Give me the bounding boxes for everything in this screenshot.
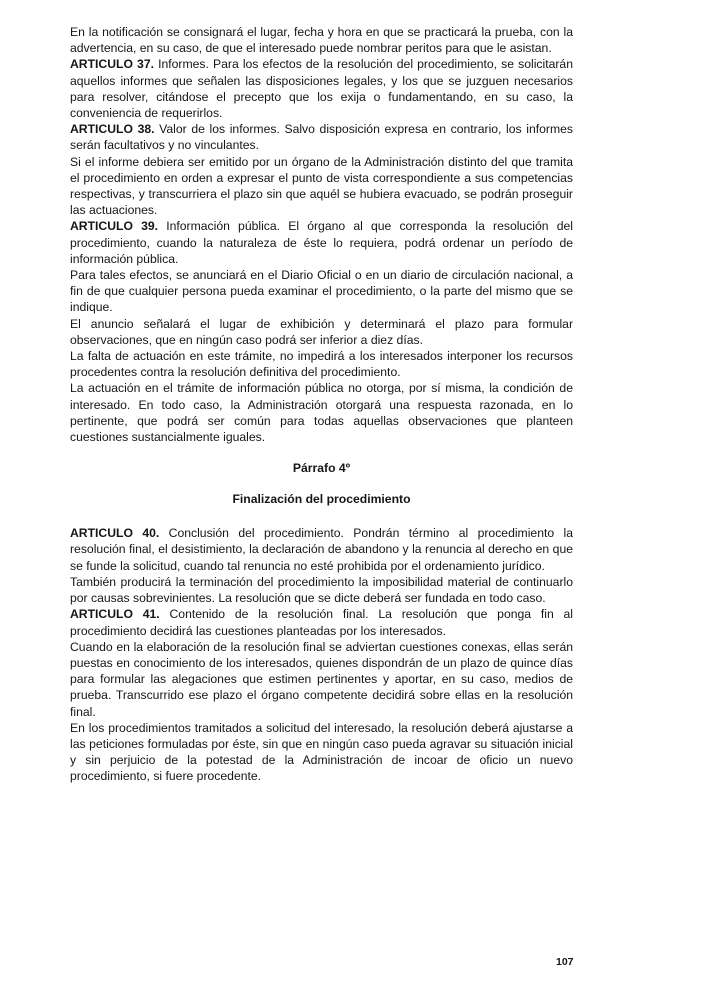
page-number: 107 [556,956,574,968]
paragraph [70,574,573,606]
paragraph-text: Información pública. El órgano al que corresponda la resolución del procedimiento, cuando la naturaleza de éste lo requiera, podrá ordenar un período de información pública. [70,219,573,266]
paragraph-text: La actuación en el trámite de información pública no otorga, por sí misma, la condición de interesado. En todo caso, la Administración otorgará una respuesta razonada, en lo pertinente, que podrá ser común para todas aquellas observaciones que planteen cuestiones sustancialmente iguales. [70,381,573,445]
paragraph-text: También producirá la terminación del procedimiento la imposibilidad material de continuarlo por causas sobrevinientes. La resolución que se dicte deberá ser fundada en todo caso. [70,574,573,606]
article-number: ARTICULO 39. [70,219,159,234]
paragraph [70,639,573,720]
paragraph [70,380,573,445]
paragraph [70,720,573,785]
paragraph-text: En la notificación se consignará el lugar, fecha y hora en que se practicará la prueba, con la advertencia, en su caso, de que el interesado puede nombrar peritos para que le asistan. [70,25,573,56]
paragraph-text: El anuncio señalará el lugar de exhibición y determinará el plazo para formular observaciones, que en ningún caso podrá ser inferior a diez días. [70,316,573,347]
paragraph [70,24,573,56]
paragraph-text: Cuando en la elaboración de la resolución final se adviertan cuestiones conexas, ellas serán puestas en conocimiento de los interesados, quienes dispondrán de un plazo de quince días para formular las alegaciones que estimen pertinentes y aportar, en su caso, medios de prueba. Transcurrido ese plazo el órgano competente decidirá sobre ellas en la resolución final. [70,639,573,719]
article-number: ARTICULO 41. [70,607,160,622]
paragraph [70,316,573,348]
paragraph-text: La falta de actuación en este trámite, no impedirá a los interesados interponer los recursos procedentes contra la resolución definitiva del procedimiento. [70,349,573,380]
paragraph-text: Conclusión del procedimiento. Pondrán término al procedimiento la resolución final, el desistimiento, la declaración de abandono y la renuncia al derecho en que se funde la solicitud, cuando tal renuncia no esté prohibida por el ordenamiento jurídico. [70,526,573,573]
section-heading: Párrafo 4º [292,461,351,476]
paragraph-text: Contenido de la resolución final. La resolución que ponga fin al procedimiento decidirá las cuestiones planteadas por los interesados. [70,607,573,638]
article-paragraph [70,121,573,153]
paragraph [70,267,573,316]
paragraph [70,348,573,380]
paragraph-text: Valor de los informes. Salvo disposición expresa en contrario, los informes serán facultativos y no vinculantes. [70,122,573,153]
section-title: Finalización del procedimiento [232,492,411,507]
paragraph [70,154,573,219]
paragraph-text: Si el informe debiera ser emitido por un órgano de la Administración distinto del que tramita el procedimiento en orden a expresar el punto de vista correspondiente a sus competencias respectivas, y transcurriera el plazo sin que aquél se hubiera evacuado, se podrán proseguir las actuaciones. [70,154,573,218]
paragraph-text: En los procedimientos tramitados a solicitud del interesado, la resolución deberá ajustarse a las peticiones formuladas por éste, sin que en ningún caso pueda agravar su situación inicial y sin perjuicio de la potestad de la Administración de incoar de oficio un nuevo procedimiento, si fuere procedente. [70,720,573,784]
article-paragraph [70,525,573,574]
article-paragraph [70,606,573,638]
article-number: ARTICULO 38. [70,122,155,137]
article-paragraph [70,218,573,267]
paragraph-text: Informes. Para los efectos de la resolución del procedimiento, se solicitarán aquellos informes que señalen las disposiciones legales, y los que se juzguen necesarios para resolver, citándose el precepto que los exija o fundamentando, en su caso, la conveniencia de requerirlos. [70,57,573,121]
document-page [70,24,573,785]
article-number: ARTICULO 40. [70,526,160,541]
paragraph-text: Para tales efectos, se anunciará en el Diario Oficial o en un diario de circulación nacional, a fin de que cualquier persona pueda examinar el procedimiento, o la parte del mismo que se indique. [70,268,573,315]
article-number: ARTICULO 37. [70,57,154,72]
article-paragraph [70,56,573,121]
